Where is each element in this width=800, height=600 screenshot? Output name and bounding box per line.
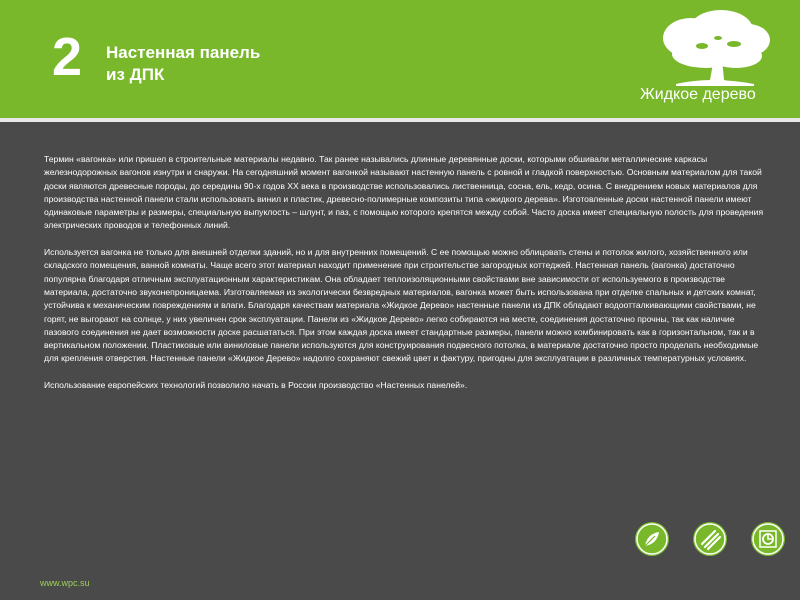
header-divider	[0, 118, 800, 122]
title-line-2: из ДПК	[106, 65, 165, 84]
paragraph-3: Использование европейских технологий позволило начать в России производство «Настенных панелей».	[44, 380, 468, 391]
slide-number: 2	[52, 27, 83, 87]
slide-title	[106, 42, 260, 86]
paragraph-2: Используется вагонка не только для внешней отделки зданий, но и для внутренних помещений. С ее помощью можно облицовать стены и потолок жилого, хозяйственного или складского помещения, ванной комнаты. Чаще всего этот материал находит применение при строительстве загородных коттеджей. Настенная панель (вагонка) достаточно популярна благодаря отличным эксплуатационным характеристикам. Она обладает теплоизоляционными свойствами вне зависимости от используемого в производстве материала, достаточно звуконепроницаема. Изготовляемая из экологически безвредных материалов, вагонка может быть использована при отделке спальных и детских комнат, устойчива к механическим повреждениям и влаги. Благодаря качествам материала «Жидкое Дерево» настенные панели из ДПК обладают водоотталкивающими свойствами, не горят, не выгорают на солнце, у них увеличен срок эксплуатации. Панели из «Жидкое Дерево» легко собираются на месте, соединения достаточно прочны, так как наличие пазового соединения не дает возможности доске расшататься. При этом каждая доска имеет стандартные размеры, панели можно комбинировать как в горизонтальном, так и в вертикальном положении. Пластиковые или виниловые панели используются для конструирования подвесного потолка, в материале достаточно просто проделать необходимые для крепления отверстия. Настенные панели «Жидкое Дерево» надолго сохраняют свежий цвет и фактуру, пригодны для эксплуатации в различных температурных условиях.	[44, 247, 759, 364]
title-line-1: Настенная панель	[106, 43, 261, 62]
footer-url-link[interactable]: www.wpc.su	[40, 578, 90, 588]
brand-logo-text: Жидкое дерево	[640, 86, 756, 103]
eco-badge-icon	[751, 522, 785, 556]
paragraph-1: Термин «вагонка» или пришел в строительные материалы недавно. Так ранее назывались длинные деревянные доски, которыми обшивали металлические каркасы железнодорожных вагонов изнутри и снаружи. На сегодняшний момент вагонкой называют настенную панель с ровной и гладкой поверхностью. Основным материалом для такой доски являются древесные породы, до середины 90-х годов XX века в производстве использовались лиственница, сосна, ель, кедр, осина. С внедрением новых материалов для производства настенной панели стали использовать винил и пластик, древесно-полимерные композиты типа «жидкого дерева». Изготовленные доски настенной панели имеют одинаковые параметры и размеры, специальную выпуклость – шлунт, и паз, с помощью которого крепятся между собой. Часто доска имеет специальную полость для проведения электрических проводов и телефонных линий.	[44, 154, 764, 231]
body-text	[44, 153, 766, 406]
leaf-icon	[635, 522, 669, 556]
stripes-icon	[693, 522, 727, 556]
